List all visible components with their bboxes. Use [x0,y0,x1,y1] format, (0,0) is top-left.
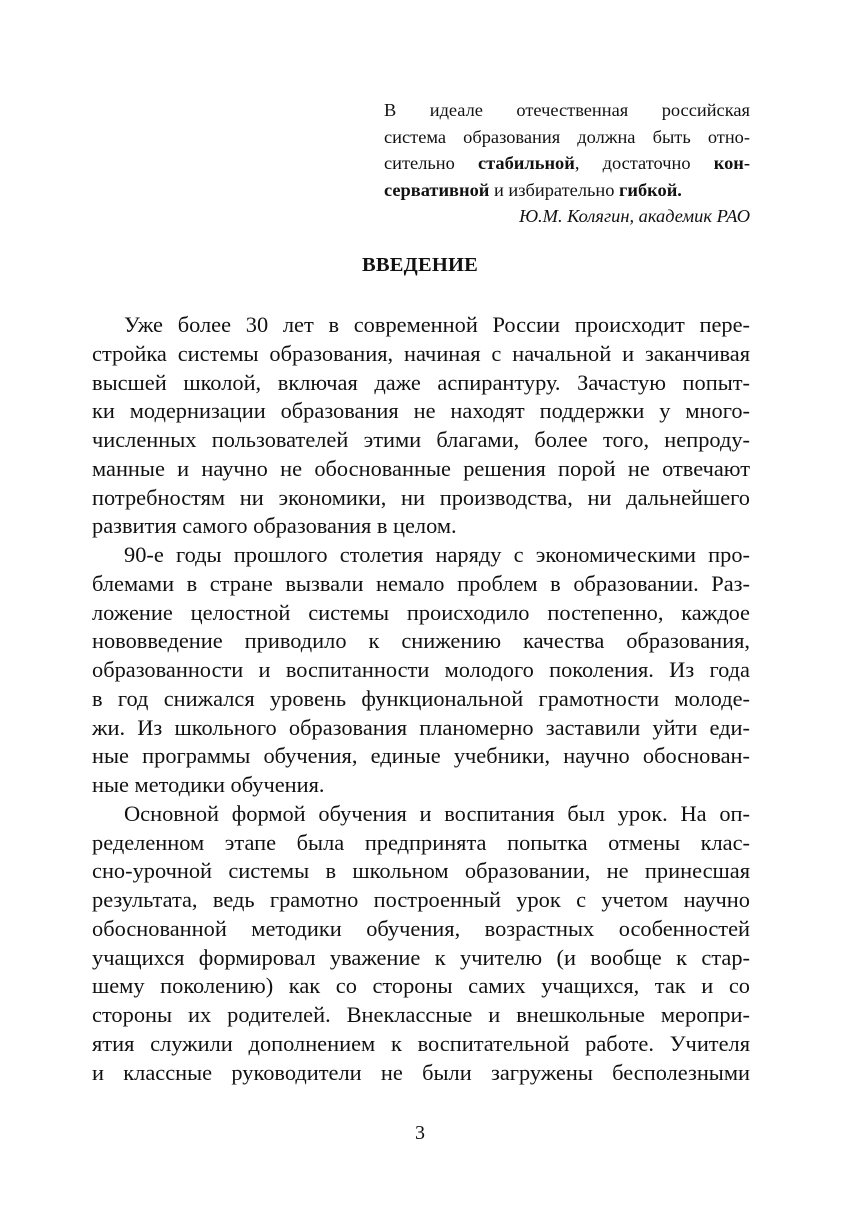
text-line: учащихся формировал уважение к учителю (и вообще к стар- [92,944,750,970]
section-heading: ВВЕДЕНИЕ [362,254,478,276]
epigraph-author: Ю.М. Колягин, академик РАО [519,206,750,226]
text-line: обоснованной методики обучения, возрастных особенностей [92,915,750,941]
text-line: нововведение приводило к снижению качества образования, [92,628,750,654]
text-line: развития самого образования в целом. [92,513,457,539]
text-line: сно-урочной системы в школьном образовании, не принесшая [92,858,750,884]
text-line: результата, ведь грамотно построенный урок с учетом научно [92,887,750,912]
text-line: манные и научно не обоснованные решения порой не отвечают [92,455,750,481]
text-line: образованности и воспитанности молодого поколения. Из года [92,657,750,682]
body-text [92,311,750,1087]
text-line: ки модернизации образования не находят поддержки у много- [92,398,750,424]
text-line: Уже более 30 лет в современной России происходит пере- [124,312,750,337]
text-line: ные методики обучения. [92,772,325,797]
epigraph-line: система образования должна быть отно- [384,126,750,147]
text-line: потребностям ни экономики, ни производства, ни дальнейшего [92,484,750,510]
text-line: блемами в стране вызвали немало проблем в образовании. Раз- [92,570,750,596]
text-line: стороны их родителей. Внеклассные и внешкольные меропри- [92,1002,750,1027]
text-line: стройка системы образования, начиная с начальной и заканчивая [92,340,750,366]
paragraph [92,800,750,1088]
epigraph-line: сервативной и избирательно гибкой. [384,179,682,200]
paragraph [92,311,750,541]
epigraph [384,97,750,230]
epigraph-line: В идеале отечественная российская [384,100,750,120]
epigraph-line: сительно стабильной, достаточно кон- [384,153,751,173]
text-line: численных пользователей этими благами, более того, непроду- [92,427,750,452]
text-line: и классные руководители не были загружены бесполезными [92,1059,750,1085]
text-line: жи. Из школьного образования планомерно заставили уйти еди- [92,714,750,740]
text-line: шему поколению) как со стороны самих учащихся, так и со [92,973,750,999]
text-line: высшей школой, включая даже аспирантуру. Зачастую попыт- [92,369,750,395]
text-line: 90-е годы прошлого столетия наряду с экономическими про- [124,542,750,567]
text-line: ные программы обучения, единые учебники, научно обоснован- [92,743,750,769]
text-line: ятия служили дополнением к воспитательной работе. Учителя [92,1030,750,1056]
text-line: в год снижался уровень функциональной грамотности молоде- [92,685,750,711]
page-number: 3 [415,1122,425,1144]
epigraph-text [384,97,750,203]
text-line: ложение целостной системы происходило постепенно, каждое [92,599,750,625]
paragraph [92,541,750,800]
text-line: ределенном этапе была предпринята попытка отмены клас- [92,829,750,855]
text-line: Основной формой обучения и воспитания был урок. На оп- [124,800,750,826]
